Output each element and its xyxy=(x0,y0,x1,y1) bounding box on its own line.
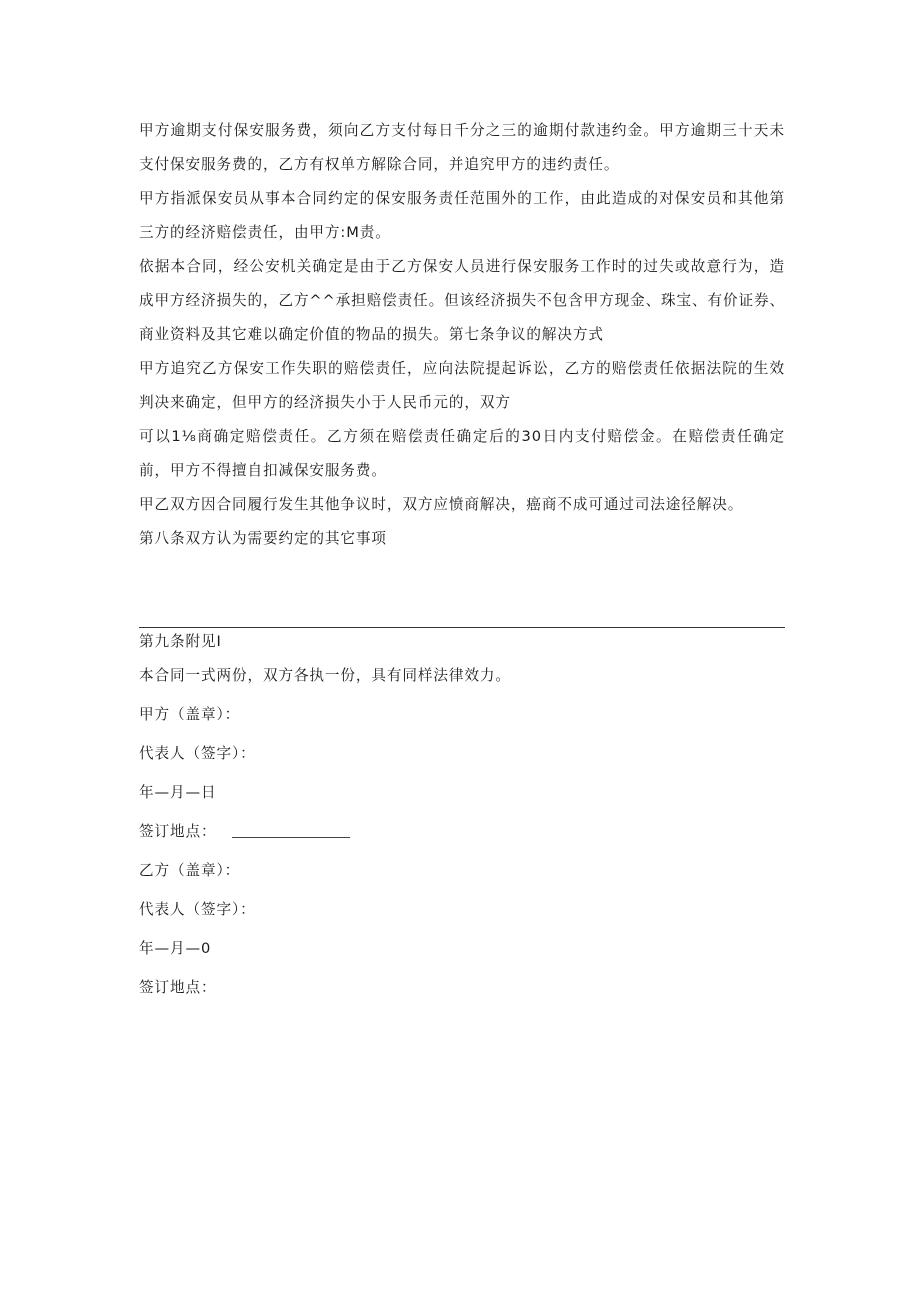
party-a-place-label: 签订地点： xyxy=(139,823,217,840)
clause-liability: 依据本合同，经公安机关确定是由于乙方保安人员进行保安服务工作时的过失或故意行为，造成甲方经济损失的，乙方^^承担赔偿责任。但该经济损失不包含甲方现金、珠宝、有价证券、商业资料及其它难以确定价值的物品的损失。第七条争议的解决方式 xyxy=(139,258,786,343)
party-a-place-row xyxy=(139,812,785,851)
party-b-representative-label: 代表人（签字）： xyxy=(139,901,256,918)
article-eight-heading: 第八条双方认为需要约定的其它事项 xyxy=(139,530,387,547)
signature-block xyxy=(139,627,785,1007)
party-b-place-label: 签订地点： xyxy=(139,979,217,996)
party-b-seal-label: 乙方（盖章）： xyxy=(139,862,241,879)
contract-body xyxy=(139,114,785,556)
copies-clause: 本合同一式两份，双方各执一份，具有同样法律效力。 xyxy=(139,667,511,684)
article-nine-heading: 第九条附见I xyxy=(139,633,222,650)
party-a-seal-label: 甲方（盖章）： xyxy=(139,706,241,723)
clause-assigned-duties: 甲方指派保安员从事本合同约定的保安服务责任范围外的工作，由此造成的对保安员和其他第三方的经济赔偿责任，由甲方:M责。 xyxy=(139,190,785,241)
clause-compensation: 可以1⅛商确定赔偿责任。乙方须在赔偿责任确定后的30日内支付赔偿金。在赔偿责任确定前，甲方不得擅自扣减保安服务费。 xyxy=(139,428,785,479)
party-b-date-label: 年—月—0 xyxy=(139,940,212,957)
clause-litigation: 甲方追究乙方保安工作失职的赔偿责任，应向法院提起诉讼，乙方的赔偿责任依据法院的生效判决来确定，但甲方的经济损失小于人民币元的，双方 xyxy=(139,360,785,411)
clause-late-payment: 甲方逾期支付保安服务费，须向乙方支付每日千分之三的逾期付款违约金。甲方逾期三十天未支付保安服务费的，乙方有权单方解除合同，并追究甲方的违约责任。 xyxy=(139,122,785,173)
party-a-place-blank xyxy=(232,823,350,838)
clause-dispute: 甲乙双方因合同履行发生其他争议时，双方应愤商解决，癌商不成可通过司法途径解决。 xyxy=(139,496,744,513)
party-a-date-label: 年—月—日 xyxy=(139,784,217,801)
party-a-representative-label: 代表人（签字）： xyxy=(139,745,256,762)
